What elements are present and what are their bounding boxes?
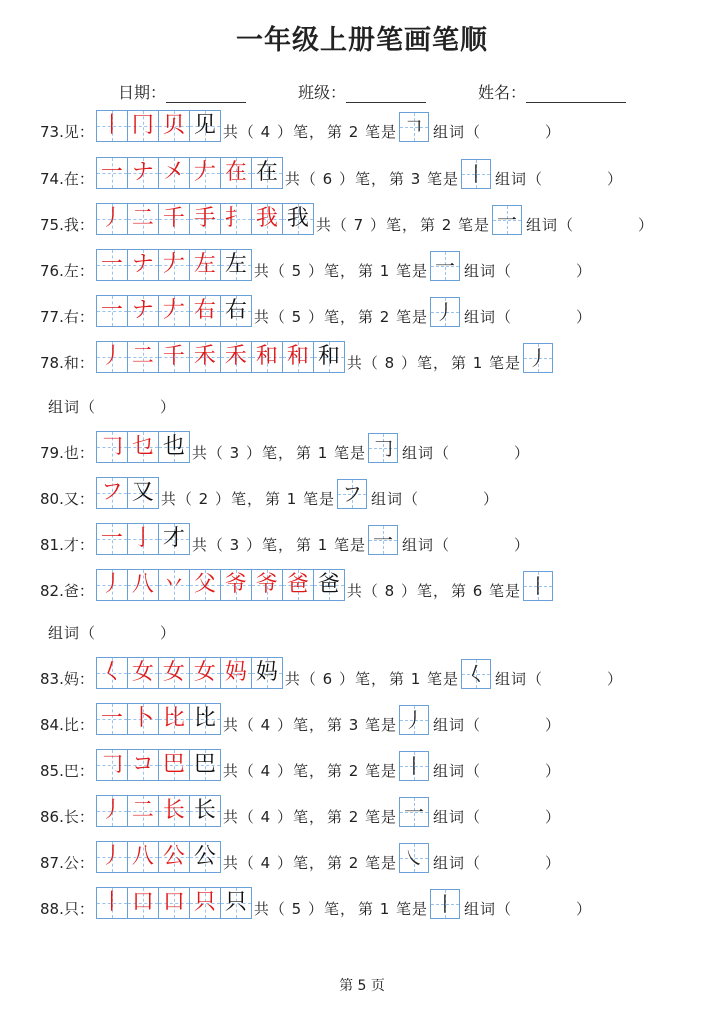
class-label: 班级： xyxy=(298,83,347,102)
stroke-step-glyph: 丿 xyxy=(100,206,123,231)
stroke-step-cell xyxy=(159,342,190,372)
character-label: 78.和： xyxy=(40,354,94,372)
stroke-step-cell xyxy=(159,796,190,826)
date-blank[interactable] xyxy=(166,86,246,103)
stroke-question: 第 1 笔是 xyxy=(357,262,429,280)
stroke-step-glyph: 女 xyxy=(193,660,216,685)
answer-stroke-glyph: 一 xyxy=(497,208,518,232)
page-number: 第 5 页 xyxy=(339,978,385,994)
stroke-step-cell xyxy=(190,111,220,141)
answer-stroke-box xyxy=(461,159,491,189)
stroke-step-glyph: 一 xyxy=(100,298,123,323)
word-group-blank[interactable]: 组词（ ） xyxy=(402,444,531,462)
answer-stroke-glyph: 𡿨 xyxy=(466,662,487,686)
stroke-step-cell xyxy=(97,704,128,734)
stroke-step-cell xyxy=(159,750,190,780)
answer-stroke-box xyxy=(368,525,398,555)
stroke-step-glyph: 爸 xyxy=(317,572,340,597)
word-group-blank[interactable]: 组词（ ） xyxy=(48,398,177,416)
stroke-question: 第 2 笔是 xyxy=(357,308,429,326)
stroke-question: 第 1 笔是 xyxy=(450,354,522,372)
stroke-grid xyxy=(96,795,221,827)
word-group-blank[interactable]: 组词（ ） xyxy=(464,308,593,326)
stroke-count: 共（ 5 ）笔， xyxy=(253,308,356,326)
stroke-step-glyph: ナ xyxy=(131,298,154,323)
character-label: 81.才： xyxy=(40,536,94,554)
stroke-step-cell xyxy=(97,524,128,554)
stroke-step-glyph: 妈 xyxy=(255,660,278,685)
stroke-step-glyph: 𡿨 xyxy=(100,660,123,685)
stroke-step-cell xyxy=(97,750,128,780)
answer-stroke-box xyxy=(399,705,429,735)
stroke-step-cell xyxy=(221,888,251,918)
stroke-step-cell xyxy=(97,342,128,372)
stroke-step-glyph: コ xyxy=(131,752,154,777)
name-blank[interactable] xyxy=(526,86,626,103)
word-group-blank[interactable]: 组词（ ） xyxy=(48,624,177,642)
stroke-question: 第 1 笔是 xyxy=(388,670,460,688)
stroke-step-glyph: 在 xyxy=(224,160,247,185)
character-row xyxy=(40,839,561,873)
stroke-step-cell xyxy=(97,296,128,326)
character-label: 83.妈： xyxy=(40,670,94,688)
stroke-count: 共（ 6 ）笔， xyxy=(284,170,387,188)
stroke-grid xyxy=(96,110,221,142)
answer-stroke-box xyxy=(399,751,429,781)
stroke-step-cell xyxy=(128,296,159,326)
character-label: 88.只： xyxy=(40,900,94,918)
answer-stroke-glyph: 一 xyxy=(435,254,456,278)
stroke-question: 第 3 笔是 xyxy=(326,716,398,734)
stroke-step-glyph: 右 xyxy=(224,298,247,323)
character-row xyxy=(40,793,561,827)
answer-stroke-glyph: 𠃍 xyxy=(404,115,425,139)
answer-stroke-box xyxy=(523,571,553,601)
stroke-step-glyph: 女 xyxy=(131,660,154,685)
answer-stroke-glyph: 一 xyxy=(404,800,425,824)
stroke-question: 第 2 笔是 xyxy=(326,854,398,872)
word-group-blank[interactable]: 组词（ ） xyxy=(495,670,624,688)
stroke-step-cell xyxy=(159,658,190,688)
stroke-count: 共（ 5 ）笔， xyxy=(253,262,356,280)
stroke-step-glyph: 禾 xyxy=(224,344,247,369)
stroke-step-cell xyxy=(159,704,190,734)
stroke-step-cell xyxy=(128,432,159,462)
stroke-step-glyph: 千 xyxy=(162,206,185,231)
name-field xyxy=(478,80,626,103)
stroke-step-cell xyxy=(190,296,221,326)
stroke-step-cell xyxy=(283,204,313,234)
stroke-question: 第 1 笔是 xyxy=(264,490,336,508)
stroke-step-cell xyxy=(128,158,159,188)
stroke-step-glyph: 长 xyxy=(193,798,216,823)
answer-stroke-box xyxy=(461,659,491,689)
stroke-step-glyph: 丨 xyxy=(100,890,123,915)
word-group-blank[interactable]: 组词（ ） xyxy=(433,716,562,734)
answer-stroke-glyph: 一 xyxy=(373,528,394,552)
stroke-grid xyxy=(96,431,190,463)
word-group-blank[interactable]: 组词（ ） xyxy=(464,900,593,918)
stroke-step-glyph: 丿 xyxy=(100,344,123,369)
character-label: 87.公： xyxy=(40,854,94,872)
stroke-step-cell xyxy=(190,204,221,234)
stroke-step-glyph: 扌 xyxy=(224,206,247,231)
stroke-step-glyph: 我 xyxy=(286,206,309,231)
stroke-step-glyph: 𠃌 xyxy=(100,434,123,459)
stroke-step-glyph: 𠂇 xyxy=(193,160,216,185)
stroke-step-glyph: 贝 xyxy=(162,113,185,138)
word-group-blank[interactable]: 组词（ ） xyxy=(464,262,593,280)
stroke-step-glyph: 八 xyxy=(131,572,154,597)
stroke-step-cell xyxy=(97,432,128,462)
name-label: 姓名： xyxy=(478,83,527,102)
stroke-count: 共（ 4 ）笔， xyxy=(222,854,325,872)
stroke-step-glyph: 只 xyxy=(193,890,216,915)
stroke-count: 共（ 8 ）笔， xyxy=(346,354,449,372)
stroke-grid xyxy=(96,157,283,189)
word-group-blank[interactable]: 组词（ ） xyxy=(433,123,562,141)
stroke-step-cell xyxy=(128,111,159,141)
stroke-step-cell xyxy=(252,342,283,372)
stroke-step-glyph: 左 xyxy=(224,252,247,277)
stroke-step-glyph: 禾 xyxy=(193,344,216,369)
character-row xyxy=(40,108,561,142)
stroke-step-glyph: 巴 xyxy=(193,752,216,777)
stroke-grid xyxy=(96,477,159,509)
answer-stroke-box xyxy=(399,797,429,827)
stroke-step-cell xyxy=(190,158,221,188)
date-field xyxy=(118,80,246,103)
stroke-step-glyph: 比 xyxy=(193,706,216,731)
character-row xyxy=(40,475,499,509)
stroke-step-glyph: 𠂇 xyxy=(162,298,185,323)
answer-stroke-box xyxy=(430,251,460,281)
stroke-step-cell xyxy=(190,888,221,918)
character-label: 76.左： xyxy=(40,262,94,280)
stroke-step-glyph: 我 xyxy=(255,206,278,231)
stroke-step-cell xyxy=(252,158,282,188)
stroke-step-cell xyxy=(128,524,159,554)
stroke-step-cell xyxy=(97,478,128,508)
character-row xyxy=(40,339,555,373)
stroke-step-glyph: 二 xyxy=(131,798,154,823)
stroke-step-glyph: 口 xyxy=(131,890,154,915)
stroke-step-glyph: 长 xyxy=(162,798,185,823)
stroke-step-cell xyxy=(221,158,252,188)
word-group-blank[interactable]: 组词（ ） xyxy=(495,170,624,188)
character-label: 85.巴： xyxy=(40,762,94,780)
stroke-question: 第 1 笔是 xyxy=(357,900,429,918)
stroke-step-cell xyxy=(159,570,190,600)
answer-stroke-glyph: 丿 xyxy=(404,708,425,732)
answer-stroke-glyph: 丨 xyxy=(528,574,549,598)
answer-stroke-glyph: 丨 xyxy=(466,162,487,186)
answer-stroke-box xyxy=(337,479,367,509)
stroke-step-glyph: 丨 xyxy=(100,113,123,138)
stroke-step-cell xyxy=(190,796,220,826)
character-row xyxy=(40,155,623,189)
stroke-step-cell xyxy=(159,524,189,554)
stroke-step-cell xyxy=(252,570,283,600)
stroke-grid xyxy=(96,203,314,235)
stroke-step-glyph: 公 xyxy=(193,844,216,869)
stroke-step-glyph: 又 xyxy=(131,480,154,505)
stroke-step-cell xyxy=(159,842,190,872)
stroke-step-cell xyxy=(190,570,221,600)
page-title: 一年级上册笔画笔顺 xyxy=(236,25,488,56)
stroke-step-glyph: 左 xyxy=(193,252,216,277)
stroke-question: 第 3 笔是 xyxy=(388,170,460,188)
answer-stroke-box xyxy=(430,297,460,327)
stroke-step-cell xyxy=(128,342,159,372)
stroke-step-glyph: 右 xyxy=(193,298,216,323)
stroke-count: 共（ 4 ）笔， xyxy=(222,762,325,780)
class-blank[interactable] xyxy=(346,86,426,103)
answer-stroke-box xyxy=(492,205,522,235)
answer-stroke-glyph: 丿 xyxy=(435,300,456,324)
stroke-step-glyph: 才 xyxy=(162,526,185,551)
stroke-step-glyph: 只 xyxy=(224,890,247,915)
stroke-step-glyph: 冂 xyxy=(131,113,154,138)
stroke-step-cell xyxy=(128,204,159,234)
character-row xyxy=(40,747,561,781)
stroke-step-glyph: 在 xyxy=(255,160,278,185)
stroke-step-cell xyxy=(159,111,190,141)
character-label: 74.在： xyxy=(40,170,94,188)
answer-stroke-glyph: 𠃌 xyxy=(373,436,394,460)
character-row xyxy=(40,521,530,555)
character-row xyxy=(40,201,654,235)
date-label: 日期： xyxy=(118,83,167,102)
stroke-grid xyxy=(96,569,345,601)
character-row xyxy=(40,701,561,735)
word-group-blank[interactable]: 组词（ ） xyxy=(433,808,562,826)
stroke-step-cell xyxy=(221,342,252,372)
stroke-step-cell xyxy=(97,842,128,872)
character-row xyxy=(40,885,592,919)
stroke-step-cell xyxy=(221,570,252,600)
stroke-step-cell xyxy=(128,658,159,688)
character-label: 86.长： xyxy=(40,808,94,826)
stroke-step-glyph: 卜 xyxy=(131,706,154,731)
stroke-grid xyxy=(96,341,345,373)
stroke-step-glyph: 公 xyxy=(162,844,185,869)
stroke-step-cell xyxy=(159,888,190,918)
stroke-step-glyph: 八 xyxy=(131,844,154,869)
stroke-step-glyph: フ xyxy=(100,480,123,505)
stroke-step-cell xyxy=(221,204,252,234)
stroke-step-glyph: 亅 xyxy=(131,526,154,551)
answer-stroke-box xyxy=(368,433,398,463)
character-row xyxy=(40,293,592,327)
character-row xyxy=(40,567,555,601)
word-group-blank[interactable]: 组词（ ） xyxy=(371,490,500,508)
answer-stroke-glyph: 丿 xyxy=(528,346,549,370)
stroke-step-cell xyxy=(283,342,314,372)
character-label: 84.比： xyxy=(40,716,94,734)
word-group-blank[interactable]: 组词（ ） xyxy=(526,216,655,234)
stroke-count: 共（ 4 ）笔， xyxy=(222,716,325,734)
answer-stroke-glyph: フ xyxy=(342,482,363,506)
stroke-step-cell xyxy=(97,204,128,234)
stroke-step-glyph: 乜 xyxy=(131,434,154,459)
stroke-step-glyph: ナ xyxy=(131,252,154,277)
stroke-step-cell xyxy=(221,296,251,326)
stroke-step-cell xyxy=(283,570,314,600)
stroke-step-cell xyxy=(190,250,221,280)
stroke-step-glyph: 一 xyxy=(100,252,123,277)
stroke-step-cell xyxy=(252,204,283,234)
stroke-step-cell xyxy=(97,658,128,688)
answer-stroke-glyph: 丨 xyxy=(435,892,456,916)
stroke-step-glyph: 丿 xyxy=(100,844,123,869)
stroke-step-glyph: 丿 xyxy=(100,798,123,823)
stroke-step-cell xyxy=(97,158,128,188)
stroke-step-cell xyxy=(190,658,221,688)
stroke-step-glyph: 比 xyxy=(162,706,185,731)
stroke-step-cell xyxy=(159,158,190,188)
stroke-step-cell xyxy=(159,204,190,234)
stroke-step-glyph: 和 xyxy=(255,344,278,369)
word-group-blank[interactable]: 组词（ ） xyxy=(433,762,562,780)
stroke-question: 第 1 笔是 xyxy=(295,536,367,554)
stroke-step-glyph: 丷 xyxy=(162,572,185,597)
answer-stroke-glyph: ㇏ xyxy=(404,846,425,870)
stroke-step-cell xyxy=(159,250,190,280)
character-label: 73.见： xyxy=(40,123,94,141)
answer-stroke-box xyxy=(430,889,460,919)
stroke-step-cell xyxy=(190,342,221,372)
stroke-step-glyph: 也 xyxy=(162,434,185,459)
stroke-step-cell xyxy=(221,250,251,280)
stroke-step-cell xyxy=(128,704,159,734)
stroke-step-glyph: 二 xyxy=(131,206,154,231)
stroke-question: 第 2 笔是 xyxy=(419,216,491,234)
stroke-step-glyph: 一 xyxy=(100,526,123,551)
character-row xyxy=(40,655,623,689)
stroke-step-glyph: 见 xyxy=(193,113,216,138)
stroke-count: 共（ 3 ）笔， xyxy=(191,444,294,462)
stroke-step-glyph: 爸 xyxy=(286,572,309,597)
character-label: 75.我： xyxy=(40,216,94,234)
stroke-count: 共（ 7 ）笔， xyxy=(315,216,418,234)
stroke-grid xyxy=(96,295,252,327)
stroke-question: 第 2 笔是 xyxy=(326,762,398,780)
stroke-step-glyph: 和 xyxy=(286,344,309,369)
stroke-step-cell xyxy=(97,250,128,280)
stroke-grid xyxy=(96,841,221,873)
stroke-step-cell xyxy=(221,658,252,688)
stroke-count: 共（ 8 ）笔， xyxy=(346,582,449,600)
stroke-step-cell xyxy=(128,796,159,826)
answer-stroke-glyph: 丨 xyxy=(404,754,425,778)
character-label: 80.又： xyxy=(40,490,94,508)
stroke-step-glyph: 父 xyxy=(193,572,216,597)
stroke-step-cell xyxy=(128,570,159,600)
stroke-step-glyph: 二 xyxy=(131,344,154,369)
answer-stroke-box xyxy=(399,112,429,142)
character-label: 79.也： xyxy=(40,444,94,462)
stroke-count: 共（ 6 ）笔， xyxy=(284,670,387,688)
stroke-step-cell xyxy=(97,888,128,918)
stroke-step-glyph: ナ xyxy=(131,160,154,185)
stroke-step-cell xyxy=(159,296,190,326)
stroke-step-cell xyxy=(128,842,159,872)
stroke-step-cell xyxy=(190,842,220,872)
stroke-step-cell xyxy=(128,478,158,508)
stroke-step-cell xyxy=(252,658,282,688)
character-row xyxy=(40,247,592,281)
stroke-step-cell xyxy=(159,432,189,462)
stroke-count: 共（ 3 ）笔， xyxy=(191,536,294,554)
stroke-step-glyph: 爷 xyxy=(255,572,278,597)
character-label: 82.爸： xyxy=(40,582,94,600)
stroke-count: 共（ 2 ）笔， xyxy=(160,490,263,508)
stroke-step-glyph: 爷 xyxy=(224,572,247,597)
stroke-step-glyph: 㐅 xyxy=(162,160,185,185)
stroke-step-cell xyxy=(97,570,128,600)
stroke-step-glyph: 千 xyxy=(162,344,185,369)
stroke-count: 共（ 4 ）笔， xyxy=(222,123,325,141)
character-label: 77.右： xyxy=(40,308,94,326)
word-group-blank[interactable]: 组词（ ） xyxy=(433,854,562,872)
stroke-step-glyph: 一 xyxy=(100,706,123,731)
class-field xyxy=(298,80,426,103)
stroke-step-glyph: 𠂇 xyxy=(162,252,185,277)
stroke-step-glyph: 𠃌 xyxy=(100,752,123,777)
stroke-step-cell xyxy=(314,570,344,600)
stroke-step-glyph: 一 xyxy=(100,160,123,185)
stroke-grid xyxy=(96,657,283,689)
answer-stroke-box xyxy=(523,343,553,373)
stroke-step-glyph: 女 xyxy=(162,660,185,685)
stroke-grid xyxy=(96,749,221,781)
character-row xyxy=(40,429,530,463)
stroke-question: 第 2 笔是 xyxy=(326,123,398,141)
stroke-step-glyph: 丿 xyxy=(100,572,123,597)
stroke-step-cell xyxy=(97,111,128,141)
stroke-step-cell xyxy=(97,796,128,826)
stroke-grid xyxy=(96,523,190,555)
stroke-step-glyph: 手 xyxy=(193,206,216,231)
stroke-step-glyph: 口 xyxy=(162,890,185,915)
stroke-question: 第 6 笔是 xyxy=(450,582,522,600)
stroke-step-glyph: 巴 xyxy=(162,752,185,777)
stroke-step-glyph: 和 xyxy=(317,344,340,369)
stroke-grid xyxy=(96,887,252,919)
stroke-grid xyxy=(96,249,252,281)
stroke-question: 第 1 笔是 xyxy=(295,444,367,462)
stroke-question: 第 2 笔是 xyxy=(326,808,398,826)
stroke-grid xyxy=(96,703,221,735)
answer-stroke-box xyxy=(399,843,429,873)
stroke-step-cell xyxy=(190,750,220,780)
stroke-count: 共（ 5 ）笔， xyxy=(253,900,356,918)
stroke-step-cell xyxy=(128,888,159,918)
stroke-step-cell xyxy=(190,704,220,734)
stroke-step-glyph: 妈 xyxy=(224,660,247,685)
stroke-count: 共（ 4 ）笔， xyxy=(222,808,325,826)
stroke-step-cell xyxy=(128,750,159,780)
word-group-blank[interactable]: 组词（ ） xyxy=(402,536,531,554)
stroke-step-cell xyxy=(314,342,344,372)
stroke-step-cell xyxy=(128,250,159,280)
